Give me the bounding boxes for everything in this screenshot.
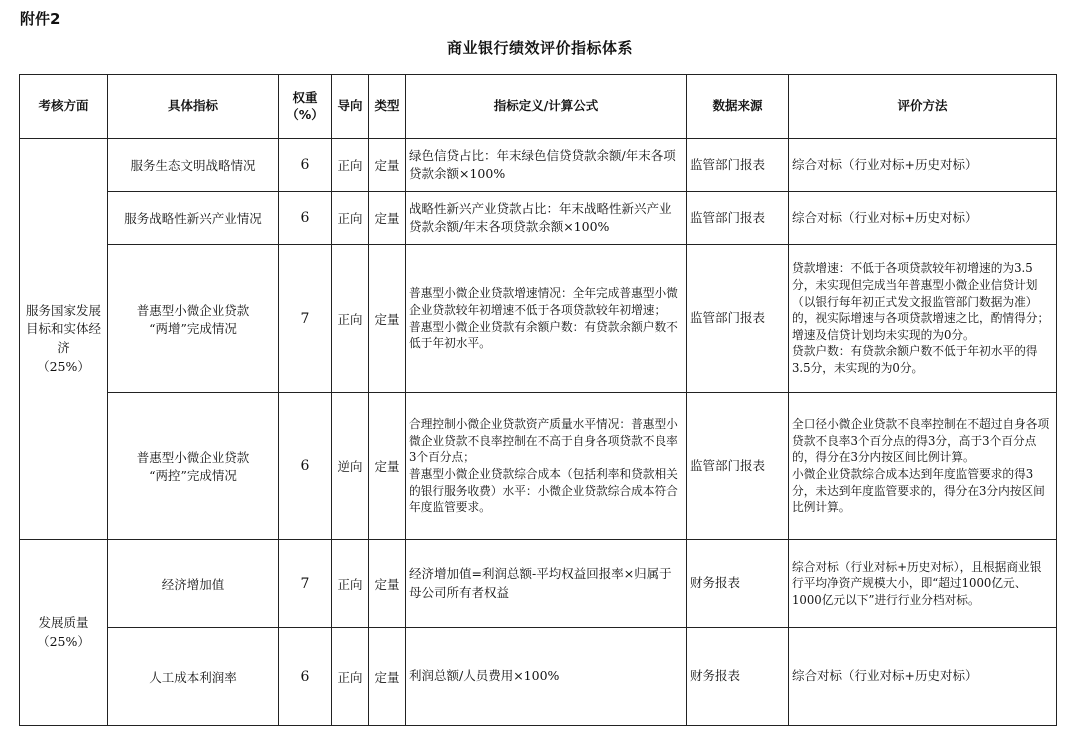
header-definition: 指标定义/计算公式 xyxy=(406,75,687,139)
dimension-cell: 服务国家发展目标和实体经济 （25%） xyxy=(20,139,108,540)
header-type: 类型 xyxy=(369,75,406,139)
header-dimension: 考核方面 xyxy=(20,75,108,139)
dimension-cell: 发展质量 （25%） xyxy=(20,540,108,726)
weight-cell: 7 xyxy=(279,540,332,628)
type-cell: 定量 xyxy=(369,192,406,245)
weight-cell: 6 xyxy=(279,628,332,726)
evaluation-table xyxy=(19,74,1057,726)
source-cell: 财务报表 xyxy=(687,628,789,726)
indicator-cell: 服务战略性新兴产业情况 xyxy=(108,192,279,245)
definition-cell: 战略性新兴产业贷款占比：年末战略性新兴产业贷款余额/年末各项贷款余额×100% xyxy=(406,192,687,245)
type-cell: 定量 xyxy=(369,628,406,726)
weight-cell: 7 xyxy=(279,245,332,393)
table-row xyxy=(20,245,1057,393)
direction-cell: 正向 xyxy=(332,628,369,726)
definition-cell: 利润总额/人员费用×100% xyxy=(406,628,687,726)
table-row xyxy=(20,393,1057,540)
attachment-label: 附件2 xyxy=(20,10,61,28)
weight-cell: 6 xyxy=(279,139,332,192)
source-cell: 监管部门报表 xyxy=(687,393,789,540)
indicator-cell: 普惠型小微企业贷款 “两增”完成情况 xyxy=(108,245,279,393)
header-source: 数据来源 xyxy=(687,75,789,139)
method-cell: 贷款增速：不低于各项贷款较年初增速的为3.5分，未实现但完成当年普惠型小微企业信贷计划（以银行每年初正式发文报监管部门数据为准）的，视实际增速与各项贷款增速之比，酌情得分；增速及信贷计划均未实现的为0分。 贷款户数：有贷款余额户数不低于年初水平的得3.5分，未实现的为0分。 xyxy=(789,245,1057,393)
definition-cell: 绿色信贷占比：年末绿色信贷贷款余额/年末各项贷款余额×100% xyxy=(406,139,687,192)
definition-cell: 合理控制小微企业贷款资产质量水平情况：普惠型小微企业贷款不良率控制在不高于自身各项贷款不良率3个百分点； 普惠型小微企业贷款综合成本（包括利率和贷款相关的银行服务收费）水平：小微企业贷款综合成本符合年度监管要求。 xyxy=(406,393,687,540)
method-cell: 综合对标（行业对标+历史对标） xyxy=(789,192,1057,245)
table-row xyxy=(20,628,1057,726)
indicator-cell: 普惠型小微企业贷款 “两控”完成情况 xyxy=(108,393,279,540)
table-row xyxy=(20,139,1057,192)
direction-cell: 正向 xyxy=(332,192,369,245)
direction-cell: 正向 xyxy=(332,540,369,628)
table-row xyxy=(20,192,1057,245)
method-cell: 全口径小微企业贷款不良率控制在不超过自身各项贷款不良率3个百分点的得3分，高于3个百分点的，得分在3分内按区间比例计算。 小微企业贷款综合成本达到年度监管要求的得3分，未达到年度监管要求的，得分在3分内按区间比例计算。 xyxy=(789,393,1057,540)
method-cell: 综合对标（行业对标+历史对标），且根据商业银行平均净资产规模大小，即“超过1000亿元、1000亿元以下”进行行业分档对标。 xyxy=(789,540,1057,628)
header-method: 评价方法 xyxy=(789,75,1057,139)
direction-cell: 正向 xyxy=(332,245,369,393)
header-indicator: 具体指标 xyxy=(108,75,279,139)
type-cell: 定量 xyxy=(369,393,406,540)
definition-cell: 普惠型小微企业贷款增速情况：全年完成普惠型小微企业贷款较年初增速不低于各项贷款较年初增速； 普惠型小微企业贷款有余额户数：有贷款余额户数不低于年初水平。 xyxy=(406,245,687,393)
header-row xyxy=(20,75,1057,139)
type-cell: 定量 xyxy=(369,245,406,393)
weight-cell: 6 xyxy=(279,192,332,245)
header-direction: 导向 xyxy=(332,75,369,139)
indicator-cell: 经济增加值 xyxy=(108,540,279,628)
document-title: 商业银行绩效评价指标体系 xyxy=(446,39,633,57)
weight-cell: 6 xyxy=(279,393,332,540)
direction-cell: 正向 xyxy=(332,139,369,192)
source-cell: 监管部门报表 xyxy=(687,139,789,192)
table-row xyxy=(20,540,1057,628)
direction-cell: 逆向 xyxy=(332,393,369,540)
source-cell: 财务报表 xyxy=(687,540,789,628)
indicator-cell: 人工成本利润率 xyxy=(108,628,279,726)
header-weight: 权重 （%） xyxy=(279,75,332,139)
definition-cell: 经济增加值=利润总额-平均权益回报率×归属于母公司所有者权益 xyxy=(406,540,687,628)
method-cell: 综合对标（行业对标+历史对标） xyxy=(789,139,1057,192)
type-cell: 定量 xyxy=(369,139,406,192)
source-cell: 监管部门报表 xyxy=(687,245,789,393)
type-cell: 定量 xyxy=(369,540,406,628)
source-cell: 监管部门报表 xyxy=(687,192,789,245)
indicator-cell: 服务生态文明战略情况 xyxy=(108,139,279,192)
method-cell: 综合对标（行业对标+历史对标） xyxy=(789,628,1057,726)
